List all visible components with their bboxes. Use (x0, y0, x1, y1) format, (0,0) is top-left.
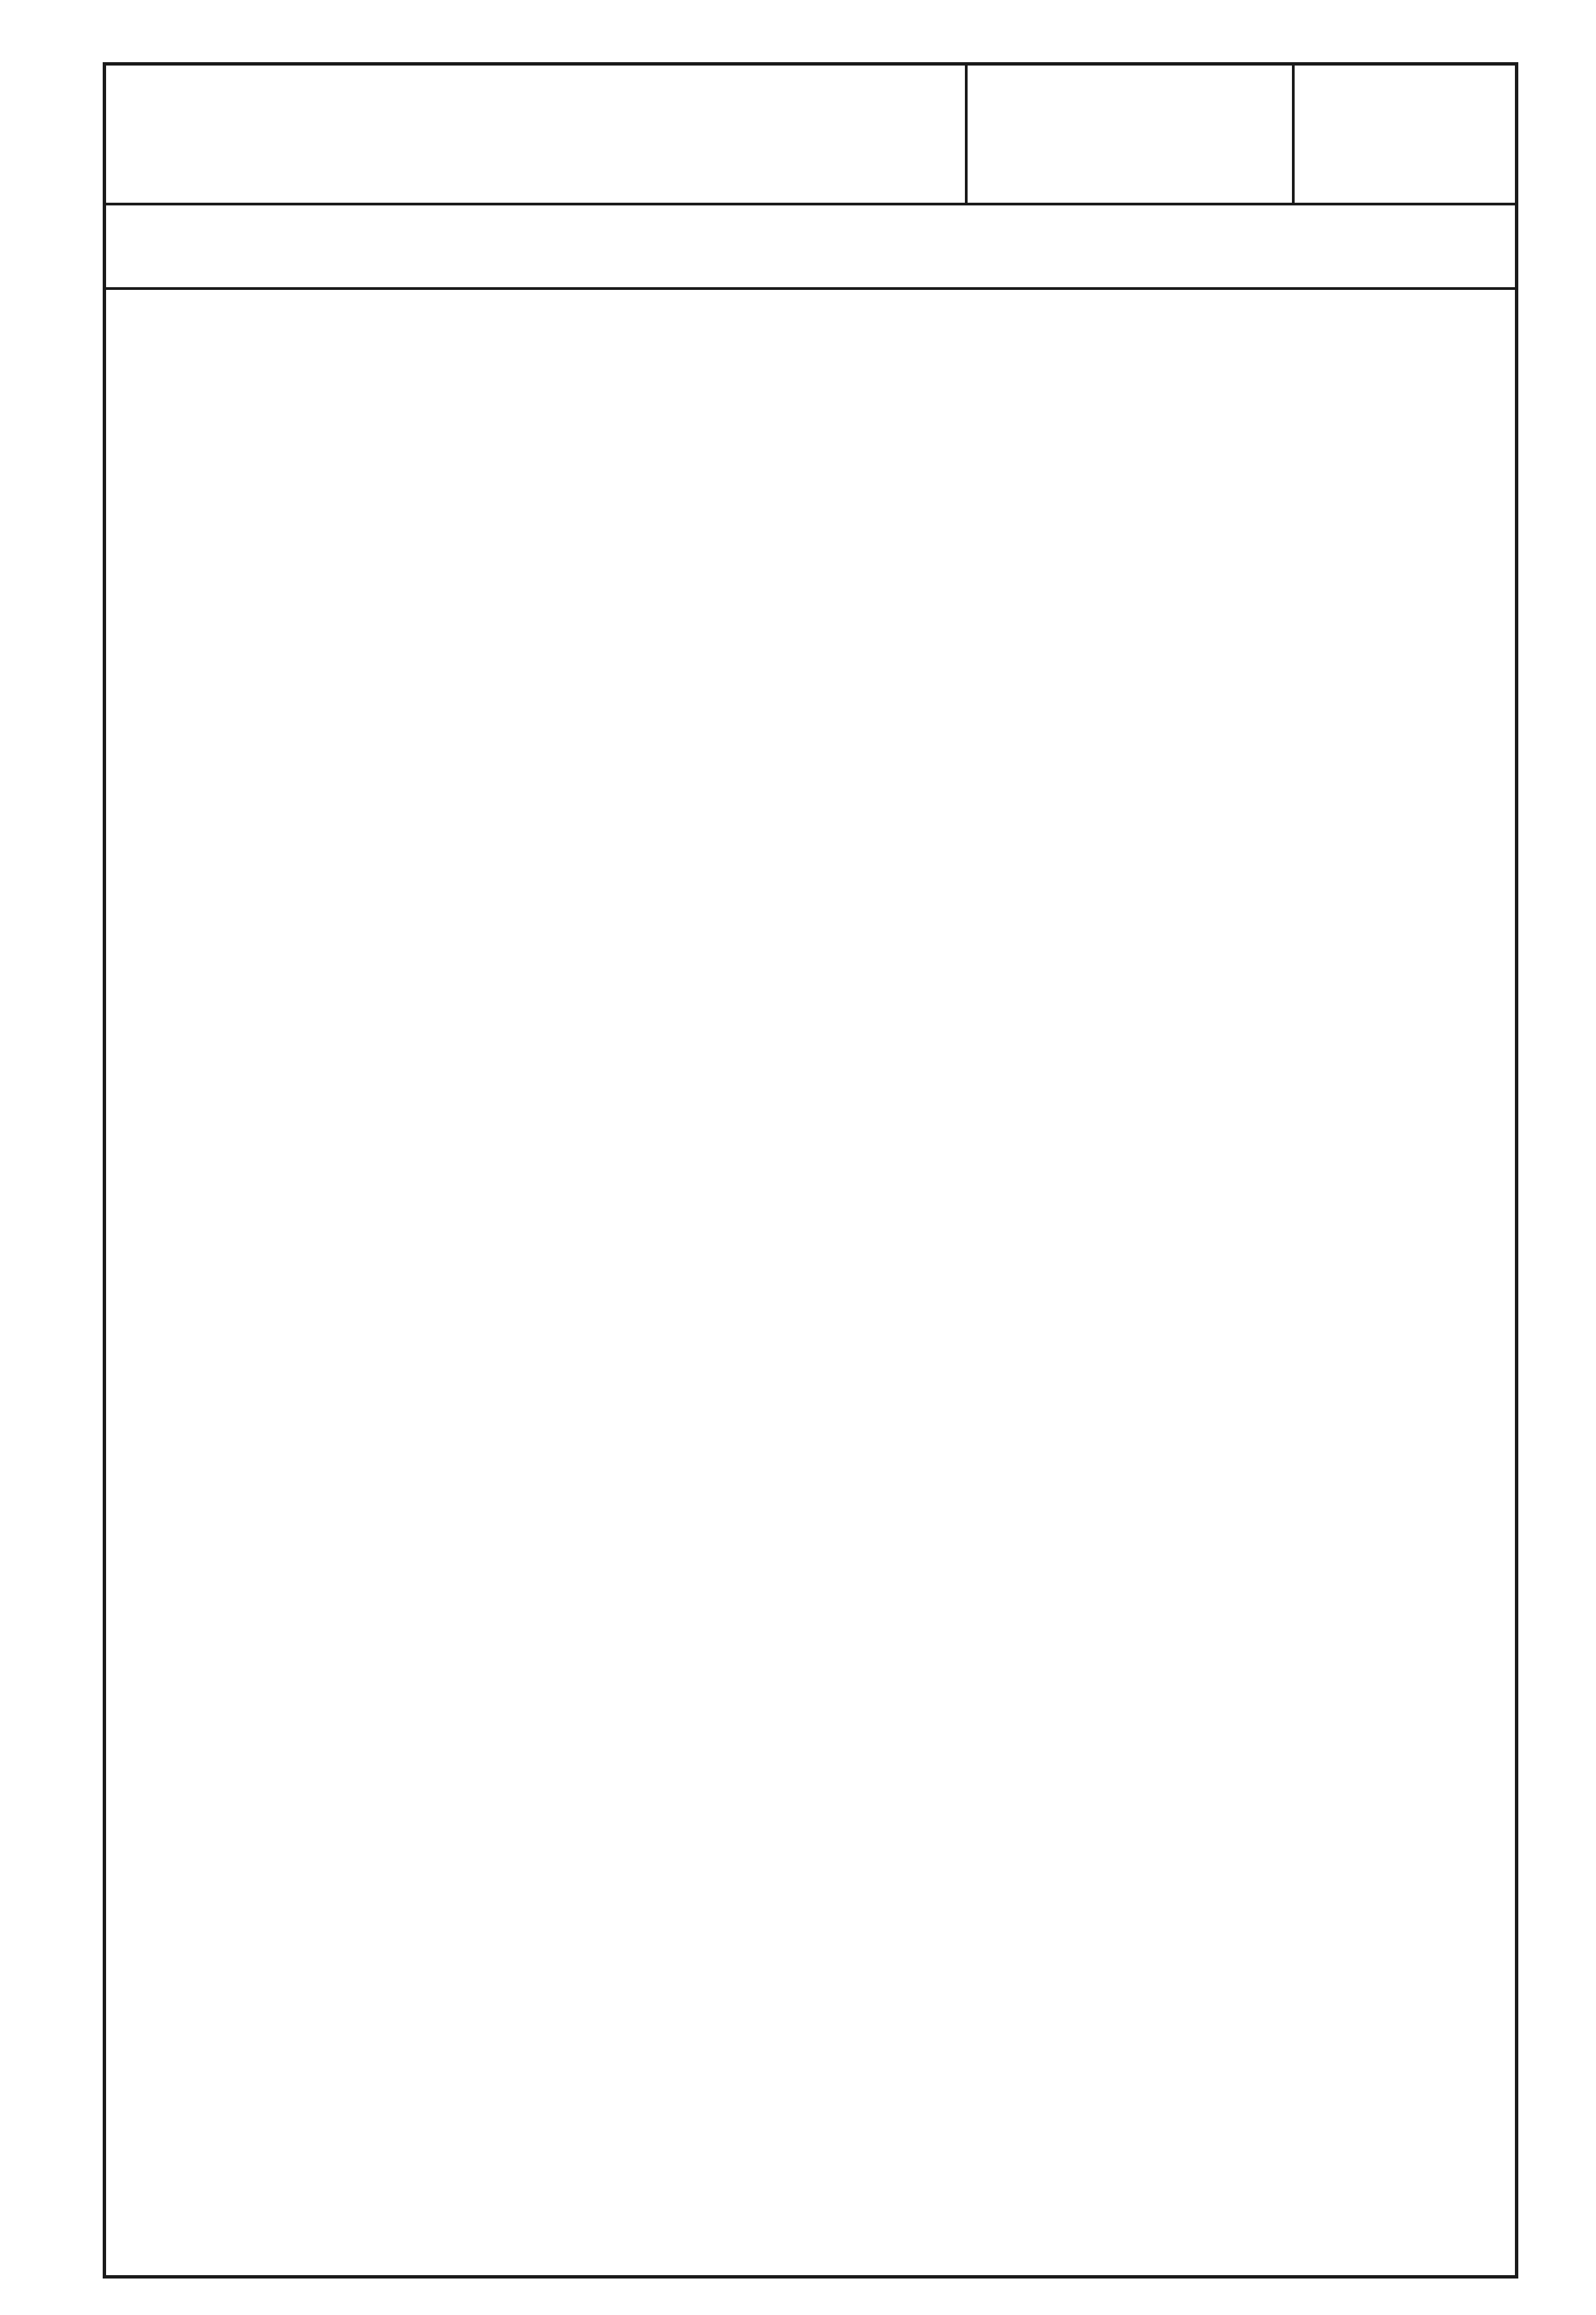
page-frame (103, 62, 1518, 2279)
